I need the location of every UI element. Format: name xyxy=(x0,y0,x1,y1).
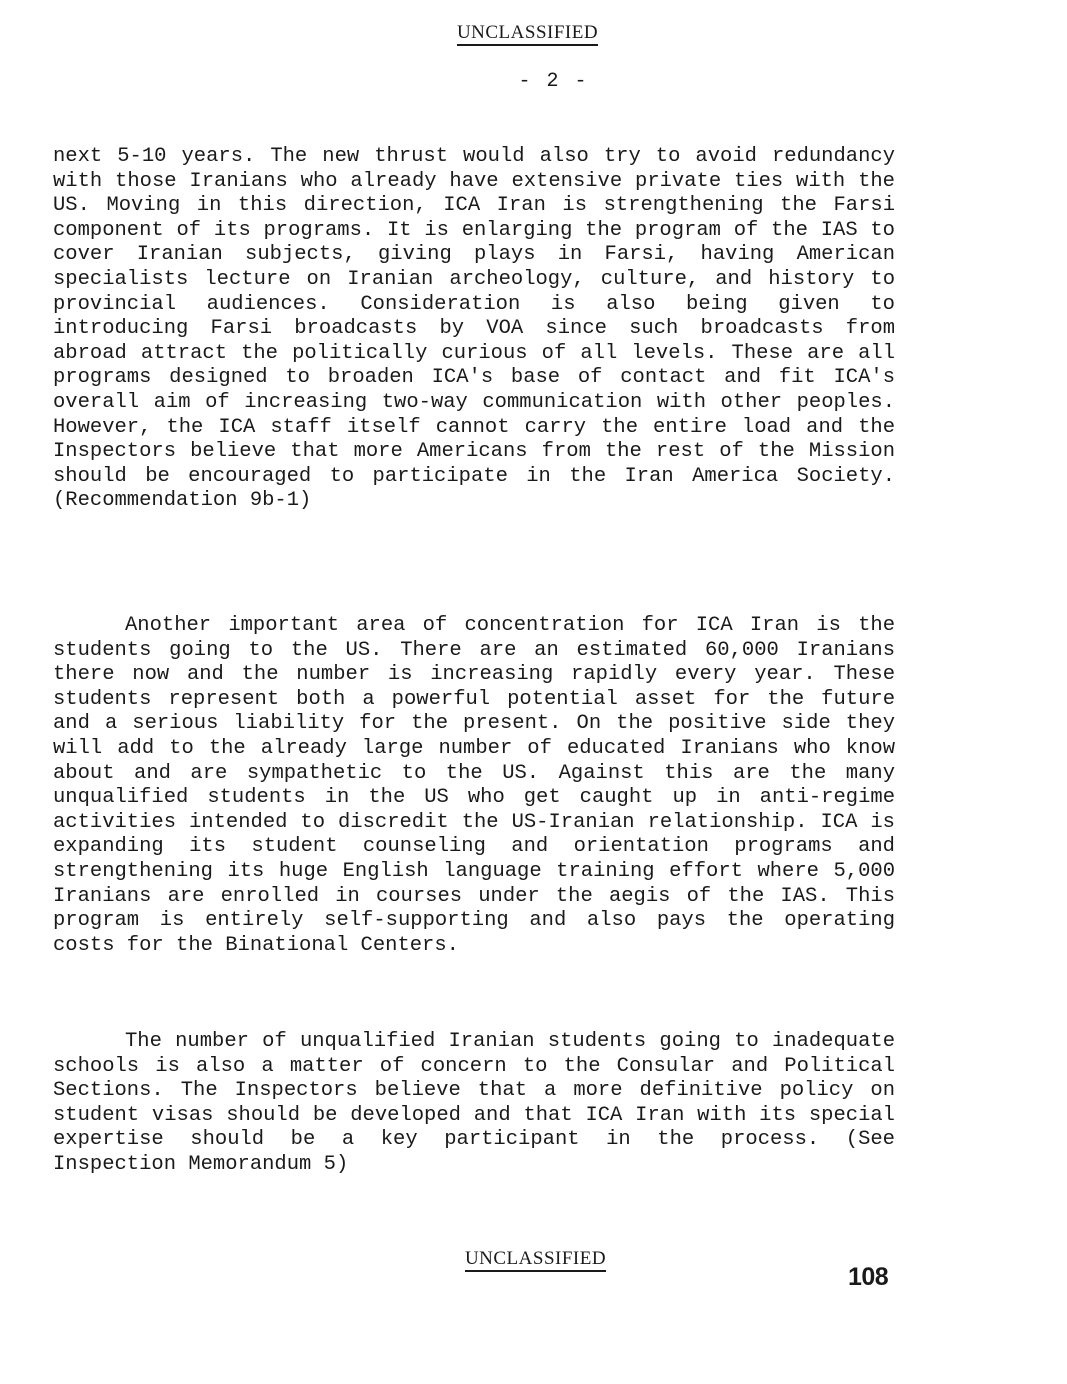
page-indicator: - 2 - xyxy=(518,70,589,93)
top-classification-marking xyxy=(0,22,1061,44)
page-number: 108 xyxy=(848,1263,889,1291)
paragraph-1: next 5-10 years. The new thrust would also try to avoid redundancy with those Iranians who already have extensive private ties with the US. Moving in this direction, ICA Iran is strengthening the Farsi component of its programs. It is enlarging the program of the IAS to cover Iranian subjects, giving plays in Farsi, having American specialists lecture on Iranian archeology, culture, and history to provincial audiences. Consideration is also being given to introducing Farsi broadcasts by VOA since such broadcasts from abroad attract the politically curious of all levels. These are all programs designed to broaden ICA's base of contact and fit ICA's overall aim of increasing two-way communication with other peoples. However, the ICA staff itself cannot carry the entire load and the Inspectors believe that more Americans from the rest of the Mission should be encouraged to participate in the Iran America Society. (Recommendation 9b-1) xyxy=(53,145,895,513)
bottom-classification-label: UNCLASSIFIED xyxy=(465,1248,606,1272)
paragraph-3: The number of unqualified Iranian students going to inadequate schools is also a matter of concern to the Consular and Political Sections. The Inspectors believe that a more definitive policy on student visas should be developed and that ICA Iran with its special expertise should be a key participant in the process. (See Inspection Memorandum 5) xyxy=(53,1030,895,1176)
bottom-classification-marking xyxy=(2,1248,1067,1270)
top-classification-label: UNCLASSIFIED xyxy=(457,22,598,46)
paragraph-2: Another important area of concentration for ICA Iran is the students going to the US. There are an estimated 60,000 Iranians there now and the number is increasing rapidly every year. These students represent both a powerful potential asset for the future and a serious liability for the present. On the positive side they will add to the already large number of educated Iranians who know about and are sympathetic to the US. Against this are the many unqualified students in the US who get caught up in anti-regime activities intended to discredit the US-Iranian relationship. ICA is expanding its student counseling and orientation programs and strengthening its huge English language training effort where 5,000 Iranians are enrolled in courses under the aegis of the IAS. This program is entirely self-supporting and also pays the operating costs for the Binational Centers. xyxy=(53,614,895,957)
